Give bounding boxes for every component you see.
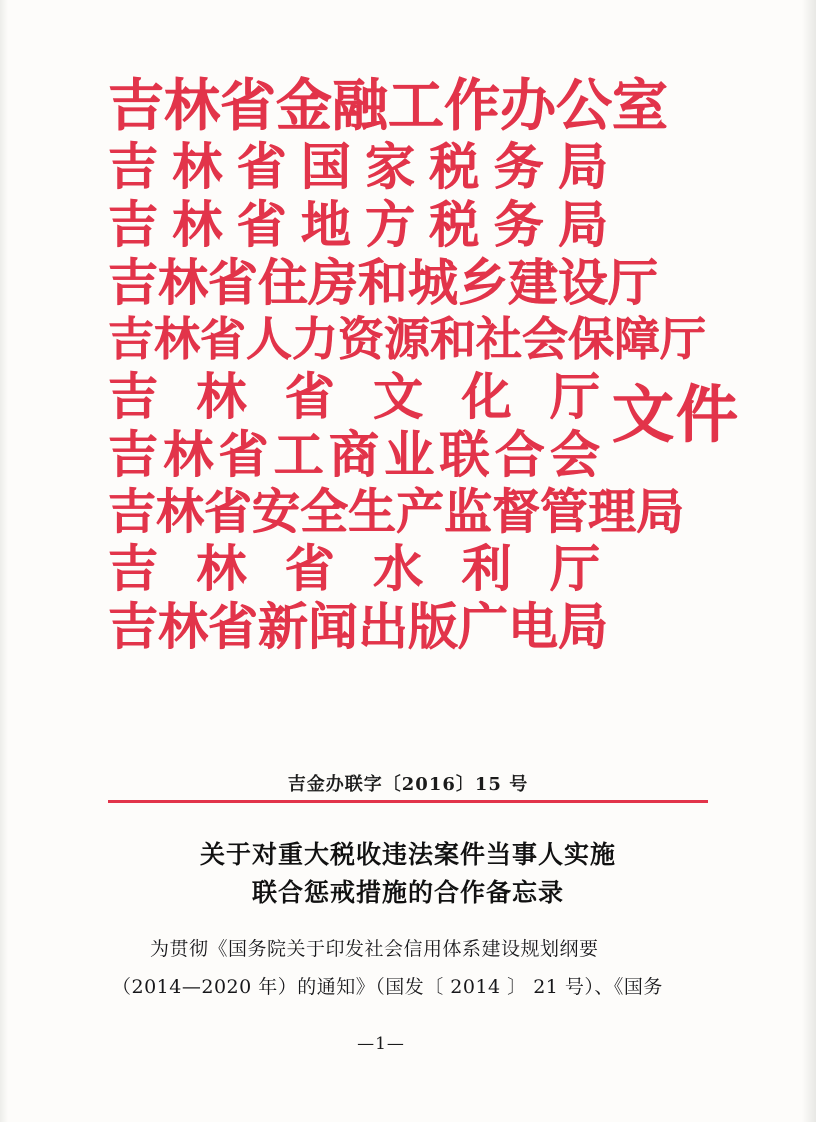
document-title-line-2: 联合惩戒措施的合作备忘录 [251,877,564,907]
letterhead-line-8: 吉 林 省 安 全 生 产 监 督 管 理 局 [108,484,685,540]
letterhead-block [108,73,708,660]
document-title [108,836,708,911]
body-paragraph-line-1: 为贯彻《国务院关于印发社会信用体系建设规划纲要 [150,938,599,960]
letterhead-line-2: 吉 林 省 国 家 税 务 局 [108,137,608,196]
document-number: 吉金办联字〔2016〕15 号 [287,774,529,795]
page-number-value: —1— [357,1034,405,1054]
letterhead-line-9: 吉 林 省 水 利 厅 [108,539,600,598]
letterhead-line-6: 吉 林 省 文 化 厅 [108,367,600,426]
document-word-label: 文件 [612,378,741,451]
letterhead-line-5: 吉 林 省 人 力 资 源 和 社 会 保 障 厅 [108,312,706,366]
document-body [112,930,706,1006]
scan-edge-left [0,0,8,1122]
body-paragraph-line-2: （2014—2020 年）的通知》（国发〔 2014 〕 21 号）、《国务 [112,976,663,998]
scan-edge-right [802,0,816,1122]
letterhead-line-7: 吉 林 省 工 商 业 联 合 会 [108,425,600,484]
document-title-line-1: 关于对重大税收违法案件当事人实施 [199,840,616,869]
page-number [0,1034,816,1054]
red-divider-rule [108,800,708,803]
letterhead-line-4: 吉 林 省 住 房 和 城 乡 建 设 厅 [108,253,658,312]
letterhead-line-1: 吉 林 省 金 融 工 作 办 公 室 [108,73,668,139]
letterhead-line-3: 吉 林 省 地 方 税 务 局 [108,195,608,254]
letterhead-line-10: 吉 林 省 新 闻 出 版 广 电 局 [108,597,608,656]
